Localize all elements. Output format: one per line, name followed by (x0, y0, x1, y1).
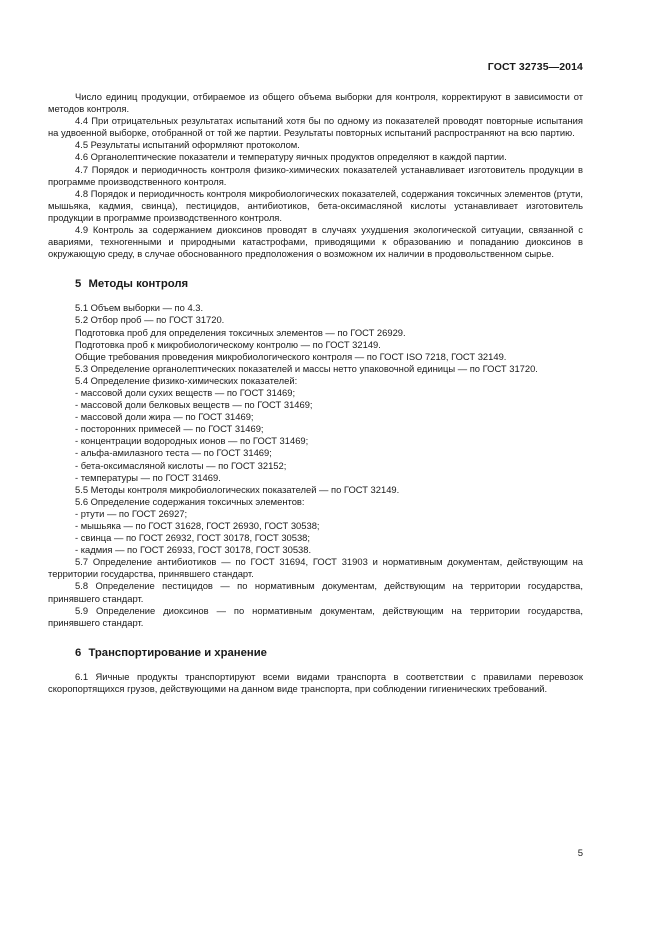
list-item: - посторонних примесей — по ГОСТ 31469; (75, 423, 264, 435)
document-id-header: ГОСТ 32735—2014 (487, 61, 583, 73)
paragraph: Подготовка проб для определения токсичных элементов — по ГОСТ 26929. (75, 326, 406, 338)
list-item: - концентрации водородных ионов — по ГОСТ 31469; (75, 435, 309, 447)
paragraph: 5.5 Методы контроля микробиологических показателей — по ГОСТ 32149. (75, 483, 400, 495)
section-number: 5 (75, 278, 82, 291)
paragraph: 5.4 Определение физико-химических показателей: (75, 374, 298, 386)
list-item: - ртути — по ГОСТ 26927; (75, 507, 188, 519)
paragraph: 5.6 Определение содержания токсичных элементов: (75, 495, 305, 507)
paragraph: 4.7 Порядок и периодичность контроля физико-химических показателей устанавливает изготовитель продукции в программе производственного контроля. (48, 163, 583, 187)
paragraph: 5.1 Объем выборки — по 4.3. (75, 302, 204, 314)
section-6-heading (48, 646, 583, 660)
list-item: - мышьяка — по ГОСТ 31628, ГОСТ 26930, ГОСТ 30538; (75, 520, 320, 531)
list-item: - массовой доли жира — по ГОСТ 31469; (75, 411, 254, 423)
paragraph: Подготовка проб к микробиологическому контролю — по ГОСТ 32149. (75, 338, 381, 350)
paragraph: 6.1 Яичные продукты транспортируют всеми видами транспорта в соответствии с правилами перевозок скоропортящихся грузов, действующими на данном виде транспорта, при соблюдении гигиенических требований. (48, 670, 583, 694)
section-6-body (48, 671, 583, 695)
paragraph: 4.6 Органолептические показатели и температуру яичных продуктов определяют в каждой партии. (75, 151, 507, 163)
section-5-heading (48, 277, 583, 291)
paragraph: 5.8 Определение пестицидов — по нормативным документам, действующим на территории государства, принявшего стандарт. (48, 580, 583, 604)
list-item: - массовой доли белковых веществ — по ГОСТ 31469; (75, 399, 313, 411)
paragraph: 4.4 При отрицательных результатах испытаний хотя бы по одному из показателей проводят повторные испытания на удвоенной выборке, отобранной от той же партии. Результаты повторных испытаний распространяют на всю партию. (48, 115, 583, 139)
section-5-body (48, 302, 583, 629)
paragraph: 5.3 Определение органолептических показателей и массы нетто упаковочной единицы — по ГОСТ 31720. (75, 362, 538, 374)
page-number: 5 (577, 848, 583, 859)
paragraph: 4.5 Результаты испытаний оформляют протоколом. (75, 139, 300, 151)
section-title: Транспортирование и хранение (88, 646, 267, 659)
list-item: - бета-оксимасляной кислоты — по ГОСТ 32152; (75, 459, 287, 471)
paragraph: 4.9 Контроль за содержанием диоксинов проводят в случаях ухудшения экологической ситуации, связанной с авариями, техногенными и природными катастрофами, приводящими к образованию и попаданию диоксинов в окружающую среду, в случае обоснованного предположения о возможном их наличии в продовольственном сырье. (48, 224, 583, 260)
list-item: - температуры — по ГОСТ 31469. (75, 471, 221, 483)
list-item: - массовой доли сухих веществ — по ГОСТ 31469; (75, 386, 296, 398)
intro-block (48, 91, 583, 260)
list-item: - кадмия — по ГОСТ 26933, ГОСТ 30178, ГОСТ 30538. (75, 544, 312, 556)
paragraph: Число единиц продукции, отбираемое из общего объема выборки для контроля, корректируют в зависимости от методов контроля. (48, 91, 583, 115)
paragraph: 5.2 Отбор проб — по ГОСТ 31720. (75, 314, 225, 326)
paragraph: Общие требования проведения микробиологического контроля — по ГОСТ ISO 7218, ГОСТ 32149. (75, 350, 507, 362)
list-item: - альфа-амилазного теста — по ГОСТ 31469; (75, 447, 272, 459)
paragraph: 5.9 Определение диоксинов — по нормативным документам, действующим на территории государства, принявшего стандарт. (48, 604, 583, 628)
list-item: - свинца — по ГОСТ 26932, ГОСТ 30178, ГОСТ 30538; (75, 532, 310, 544)
section-title: Методы контроля (88, 278, 189, 291)
paragraph: 5.7 Определение антибиотиков — по ГОСТ 31694, ГОСТ 31903 и нормативным документам, действующим на территории государства, принявшего стандарт. (48, 556, 583, 580)
section-number: 6 (75, 646, 82, 659)
page-content (48, 91, 583, 695)
paragraph: 4.8 Порядок и периодичность контроля микробиологических показателей, содержания токсичных элементов (ртути, мышьяка, кадмия, свинца), пестицидов, антибиотиков, бета-оксимасляной кислоты устанавливает изготовитель продукции в программе производственного контроля. (48, 187, 583, 223)
